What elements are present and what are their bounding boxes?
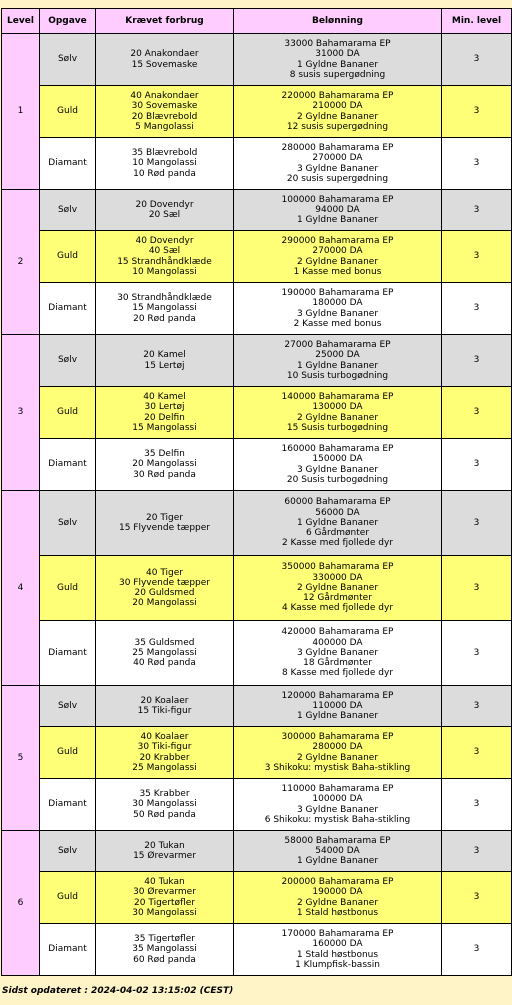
required-item: 20 Mangolassi (132, 459, 197, 470)
reward-item: 160000 DA (312, 939, 363, 950)
reward-items (234, 86, 442, 138)
reward-item: 280000 DA (312, 742, 363, 753)
min-level-value: 3 (442, 686, 512, 727)
reward-item: 12 susis supergødning (286, 121, 389, 132)
level-number: 5 (2, 686, 40, 831)
min-level-value: 3 (442, 387, 512, 439)
reward-items (234, 335, 442, 387)
table-row (2, 138, 512, 190)
last-updated: Sidst opdateret : 2024-04-02 13:15:02 (CEST) (2, 986, 234, 996)
reward-item: 350000 Bahamarama EP (281, 562, 394, 573)
level-number: 2 (2, 190, 40, 335)
reward-items (234, 231, 442, 283)
required-item: 10 Mangolassi (132, 158, 197, 169)
reward-item: 210000 DA (312, 101, 363, 112)
reward-items (234, 621, 442, 686)
min-level-value: 3 (442, 34, 512, 86)
reward-item: 3 Gyldne Bananer (296, 647, 379, 658)
table-row (2, 283, 512, 335)
header-reward: Belønning (234, 9, 442, 34)
reward-item: 2 Gyldne Bananer (296, 897, 379, 908)
reward-item: 2 Gyldne Bananer (296, 752, 379, 763)
required-item: 5 Mangolassi (135, 121, 194, 132)
required-item: 30 Sovemaske (131, 101, 198, 112)
reward-items (234, 491, 442, 556)
level-number: 3 (2, 335, 40, 491)
required-item: 20 Delfin (144, 412, 185, 423)
reward-item: 3 Gyldne Bananer (296, 804, 379, 815)
reward-item: 330000 DA (312, 572, 363, 583)
reward-item: 3 Shikoku: mystisk Baha-stikling (264, 762, 411, 773)
reward-item: 1 Kasse med bonus (293, 266, 382, 277)
reward-item: 94000 DA (315, 204, 360, 215)
required-item: 15 Ørevarmer (133, 851, 196, 861)
required-items (96, 779, 234, 831)
table-row (2, 924, 512, 976)
required-item: 30 Strandhåndklæde (117, 293, 212, 304)
min-level-value: 3 (442, 283, 512, 335)
reward-item: 60000 Bahamarama EP (284, 497, 391, 508)
task-tier: Sølv (40, 831, 96, 872)
header-min-level: Min. level (442, 9, 512, 34)
required-item: 60 Rød panda (133, 954, 196, 965)
task-tier: Diamant (40, 779, 96, 831)
required-item: 20 Blævrebold (131, 111, 198, 122)
required-items (96, 231, 234, 283)
reward-item: 160000 Bahamarama EP (281, 444, 394, 455)
min-level-value: 3 (442, 439, 512, 491)
required-item: 20 Sæl (148, 210, 181, 220)
reward-item: 1 Gyldne Bananer (296, 517, 379, 528)
required-item: 40 Rød panda (133, 658, 196, 669)
task-tier: Diamant (40, 439, 96, 491)
required-item: 20 Tiger (146, 512, 183, 523)
required-item: 20 Kamel (143, 350, 186, 361)
reward-item: 3 Gyldne Bananer (296, 308, 379, 319)
min-level-value: 3 (442, 138, 512, 190)
min-level-value: 3 (442, 231, 512, 283)
required-item: 30 Flyvende tæpper (118, 577, 211, 588)
required-item: 35 Tigertøfler (134, 934, 195, 945)
required-item: 50 Rød panda (133, 809, 196, 820)
required-item: 35 Guldsmed (134, 637, 195, 648)
reward-item: 15 Susis turbogødning (286, 422, 389, 433)
required-item: 25 Mangolassi (132, 762, 197, 773)
reward-item: 31000 DA (315, 49, 360, 60)
task-tier: Sølv (40, 335, 96, 387)
task-tier: Sølv (40, 491, 96, 556)
required-items (96, 872, 234, 924)
reward-item: 8 susis supergødning (289, 69, 386, 80)
reward-item: 20 susis supergødning (286, 173, 389, 184)
min-level-value: 3 (442, 190, 512, 231)
required-item: 40 Tukan (144, 877, 185, 888)
task-tier: Sølv (40, 686, 96, 727)
required-item: 30 Ørevarmer (133, 887, 196, 898)
required-items (96, 621, 234, 686)
reward-item: 1 Gyldne Bananer (296, 215, 379, 226)
reward-item: 56000 DA (315, 507, 360, 518)
header-row (2, 9, 512, 34)
reward-items (234, 387, 442, 439)
required-item: 15 Mangolassi (132, 303, 197, 314)
required-item: 30 Tiki-figur (137, 742, 192, 753)
required-item: 15 Mangolassi (132, 422, 197, 433)
reward-items (234, 686, 442, 727)
reward-items (234, 779, 442, 831)
required-items (96, 138, 234, 190)
min-level-value: 3 (442, 556, 512, 621)
required-items (96, 727, 234, 779)
table-row (2, 387, 512, 439)
table-row (2, 686, 512, 727)
header-task: Opgave (40, 9, 96, 34)
required-item: 20 Dovendyr (135, 199, 194, 210)
reward-item: 6 Gårdmønter (305, 528, 370, 539)
min-level-value: 3 (442, 335, 512, 387)
required-item: 30 Mangolassi (132, 799, 197, 810)
table-row (2, 439, 512, 491)
reward-item: 27000 Bahamarama EP (284, 340, 391, 351)
reward-item: 270000 DA (312, 246, 363, 257)
reward-item: 280000 Bahamarama EP (281, 143, 394, 154)
task-tier: Sølv (40, 190, 96, 231)
reward-item: 1 Gyldne Bananer (296, 711, 379, 722)
min-level-value: 3 (442, 491, 512, 556)
reward-item: 2 Kasse med bonus (293, 318, 382, 329)
reward-item: 10 Susis turbogødning (286, 370, 389, 381)
reward-items (234, 138, 442, 190)
task-tier: Sølv (40, 34, 96, 86)
reward-item: 220000 Bahamarama EP (281, 91, 394, 102)
required-item: 35 Delfin (144, 449, 185, 460)
reward-items (234, 283, 442, 335)
reward-item: 1 Gyldne Bananer (296, 360, 379, 371)
min-level-value: 3 (442, 872, 512, 924)
reward-item: 2 Gyldne Bananer (296, 412, 379, 423)
level-number: 6 (2, 831, 40, 976)
required-item: 20 Mangolassi (132, 598, 197, 609)
reward-item: 2 Gyldne Bananer (296, 256, 379, 267)
reward-item: 400000 DA (312, 637, 363, 648)
reward-item: 420000 Bahamarama EP (281, 627, 394, 638)
table-body (2, 34, 512, 976)
required-item: 15 Flyvende tæpper (118, 523, 211, 533)
required-item: 40 Sæl (148, 246, 181, 257)
table-row (2, 621, 512, 686)
reward-item: 120000 Bahamarama EP (281, 690, 394, 701)
reward-item: 25000 DA (315, 350, 360, 361)
required-items (96, 831, 234, 872)
required-items (96, 387, 234, 439)
required-item: 40 Kamel (143, 392, 186, 403)
task-tier: Guld (40, 86, 96, 138)
table-row (2, 556, 512, 621)
reward-item: 1 Stald høstbonus (296, 949, 379, 960)
level-number: 4 (2, 491, 40, 686)
required-item: 35 Krabber (139, 789, 190, 800)
table-row (2, 872, 512, 924)
table-row (2, 491, 512, 556)
task-tier: Diamant (40, 283, 96, 335)
reward-item: 270000 DA (312, 153, 363, 164)
table-row (2, 34, 512, 86)
required-item: 30 Lertøj (144, 402, 185, 413)
reward-items (234, 924, 442, 976)
table-row (2, 86, 512, 138)
level-number: 1 (2, 34, 40, 190)
reward-item: 58000 Bahamarama EP (284, 835, 391, 846)
reward-items (234, 190, 442, 231)
required-items (96, 686, 234, 727)
required-item: 10 Mangolassi (132, 266, 197, 277)
required-item: 35 Blævrebold (131, 148, 198, 159)
reward-item: 1 Klumpfisk-bassin (295, 959, 380, 970)
reward-item: 3 Gyldne Bananer (296, 464, 379, 475)
reward-item: 150000 DA (312, 454, 363, 465)
required-item: 40 Dovendyr (135, 236, 194, 247)
reward-item: 1 Gyldne Bananer (296, 59, 379, 70)
min-level-value: 3 (442, 621, 512, 686)
table-row (2, 190, 512, 231)
required-item: 40 Anakondaer (130, 91, 199, 102)
task-tier: Guld (40, 231, 96, 283)
required-item: 35 Mangolassi (132, 944, 197, 955)
required-items (96, 283, 234, 335)
reward-items (234, 34, 442, 86)
reward-item: 33000 Bahamarama EP (284, 39, 391, 50)
required-item: 20 Koalaer (140, 695, 189, 706)
reward-items (234, 556, 442, 621)
reward-item: 3 Gyldne Bananer (296, 163, 379, 174)
reward-item: 20 Susis turbogødning (286, 474, 389, 485)
required-items (96, 190, 234, 231)
reward-item: 100000 Bahamarama EP (281, 194, 394, 205)
required-item: 20 Tukan (144, 840, 185, 851)
reward-item: 2 Gyldne Bananer (296, 111, 379, 122)
min-level-value: 3 (442, 727, 512, 779)
reward-item: 180000 DA (312, 298, 363, 309)
reward-items (234, 439, 442, 491)
required-items (96, 439, 234, 491)
required-item: 15 Sovemaske (131, 59, 198, 70)
task-tier: Guld (40, 387, 96, 439)
task-tier: Diamant (40, 924, 96, 976)
reward-item: 110000 DA (312, 700, 363, 711)
reward-item: 2 Kasse med fjollede dyr (281, 538, 394, 549)
reward-item: 6 Shikoku: mystisk Baha-stikling (264, 814, 411, 825)
reward-item: 110000 Bahamarama EP (281, 784, 394, 795)
required-item: 15 Strandhåndklæde (117, 256, 212, 267)
reward-item: 140000 Bahamarama EP (281, 392, 394, 403)
header-level: Level (2, 9, 40, 34)
reward-item: 1 Gyldne Bananer (296, 856, 379, 867)
reward-item: 18 Gårdmønter (303, 658, 372, 669)
required-item: 15 Tiki-figur (137, 706, 192, 716)
required-item: 20 Tigertøfler (134, 897, 195, 908)
task-tier: Diamant (40, 621, 96, 686)
reward-item: 4 Kasse med fjollede dyr (281, 603, 394, 614)
quest-table (1, 8, 512, 976)
required-item: 20 Anakondaer (130, 49, 199, 60)
min-level-value: 3 (442, 86, 512, 138)
required-item: 20 Rød panda (133, 313, 196, 324)
table-row (2, 727, 512, 779)
header-required: Krævet forbrug (96, 9, 234, 34)
reward-items (234, 872, 442, 924)
table-row (2, 779, 512, 831)
reward-item: 1 Stald høstbonus (296, 907, 379, 918)
required-item: 40 Tiger (146, 567, 183, 578)
reward-item: 130000 DA (312, 402, 363, 413)
required-item: 30 Mangolassi (132, 907, 197, 918)
required-item: 10 Rød panda (133, 168, 196, 179)
reward-item: 290000 Bahamarama EP (281, 236, 394, 247)
table-row (2, 831, 512, 872)
table-row (2, 335, 512, 387)
reward-item: 190000 Bahamarama EP (281, 288, 394, 299)
table-row (2, 231, 512, 283)
required-items (96, 924, 234, 976)
min-level-value: 3 (442, 779, 512, 831)
reward-item: 300000 Bahamarama EP (281, 732, 394, 743)
task-tier: Guld (40, 872, 96, 924)
required-items (96, 34, 234, 86)
required-item: 30 Rød panda (133, 469, 196, 480)
reward-items (234, 831, 442, 872)
reward-items (234, 727, 442, 779)
task-tier: Guld (40, 556, 96, 621)
reward-item: 190000 DA (312, 887, 363, 898)
reward-item: 12 Gårdmønter (303, 593, 372, 604)
required-items (96, 556, 234, 621)
required-items (96, 491, 234, 556)
reward-item: 8 Kasse med fjollede dyr (281, 668, 394, 679)
required-items (96, 335, 234, 387)
min-level-value: 3 (442, 831, 512, 872)
required-item: 40 Koalaer (140, 732, 189, 743)
min-level-value: 3 (442, 924, 512, 976)
required-items (96, 86, 234, 138)
reward-item: 170000 Bahamarama EP (281, 929, 394, 940)
reward-item: 100000 DA (312, 794, 363, 805)
task-tier: Diamant (40, 138, 96, 190)
required-item: 25 Mangolassi (132, 647, 197, 658)
reward-item: 2 Gyldne Bananer (296, 582, 379, 593)
task-tier: Guld (40, 727, 96, 779)
required-item: 20 Krabber (139, 752, 190, 763)
reward-item: 200000 Bahamarama EP (281, 877, 394, 888)
required-item: 20 Guldsmed (134, 588, 195, 598)
reward-item: 54000 DA (315, 845, 360, 856)
required-item: 15 Lertøj (144, 360, 185, 371)
